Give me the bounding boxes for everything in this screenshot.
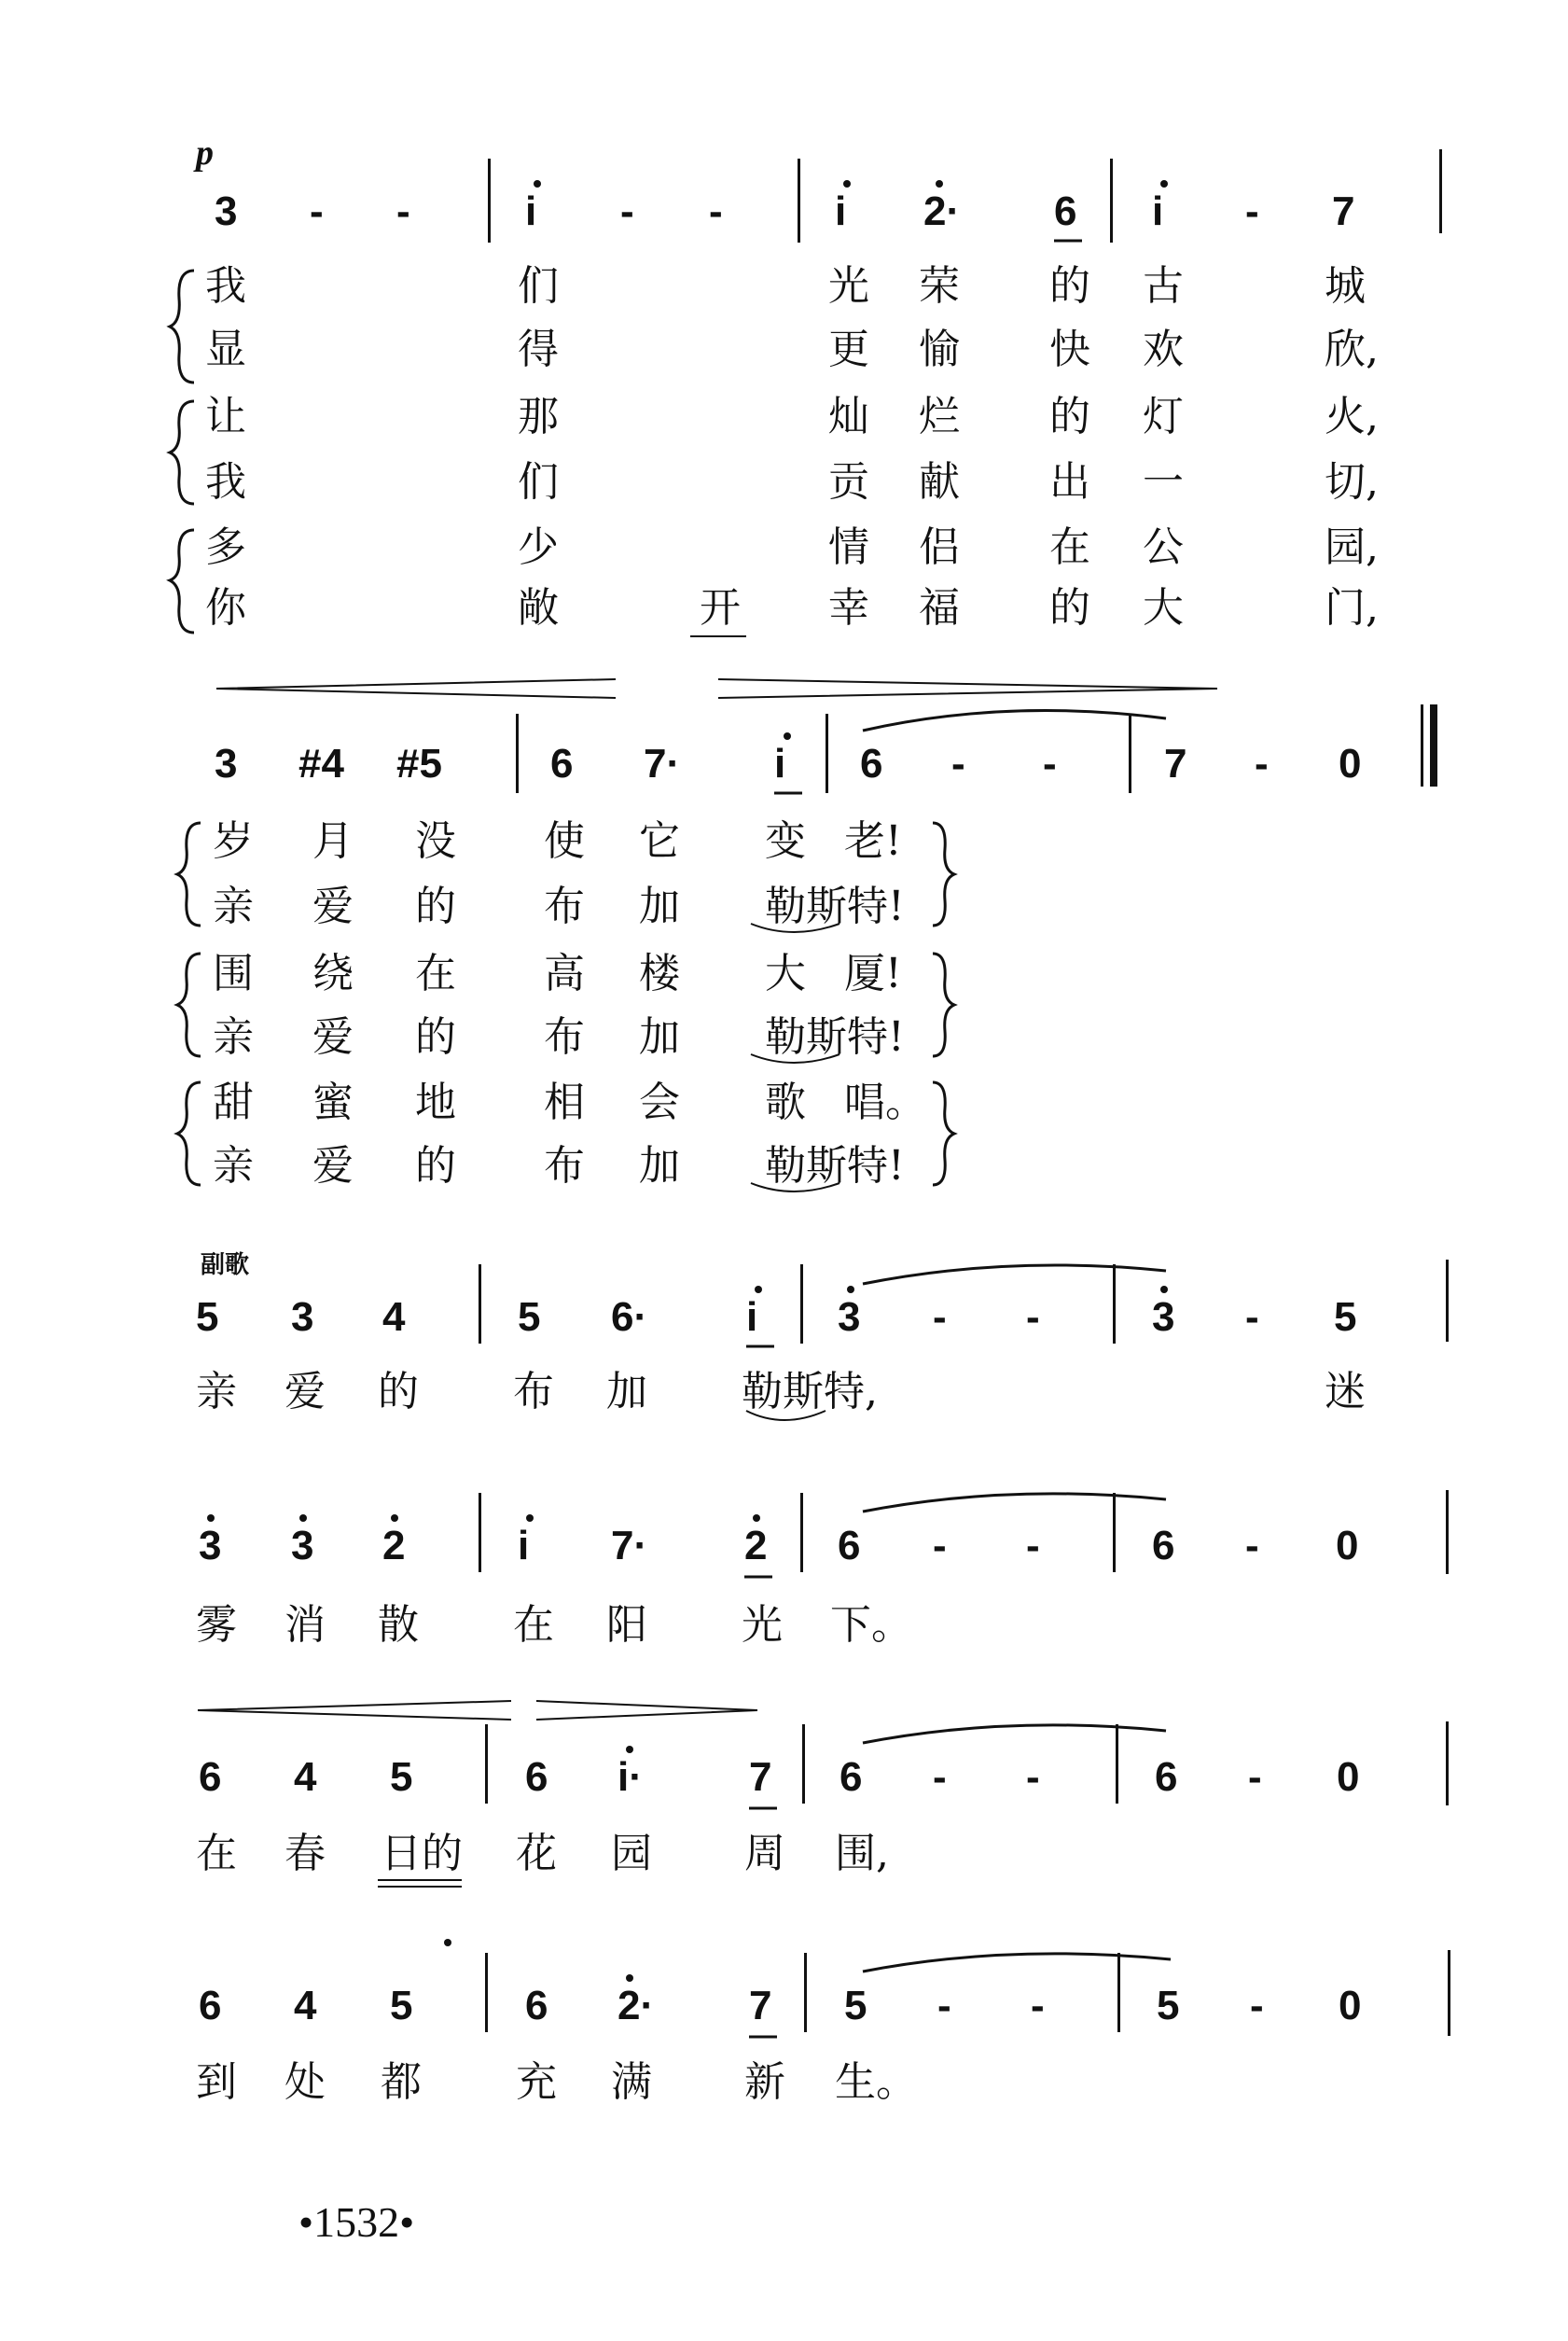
lyric: 福 [919,584,960,632]
lyric: 没 [415,817,456,865]
lyric: 火, [1325,393,1379,440]
lyric: 荣 [919,262,960,310]
lyric: 让 [205,393,246,440]
lyric: 围 [213,950,254,997]
note: - [937,1983,951,2028]
lyric: 蜜 [312,1079,354,1126]
note: 3 [199,1523,222,1568]
note: 3 [291,1523,314,1568]
lyric: 门, [1325,584,1379,632]
lyric: 春 [284,1830,326,1877]
lyric: 多 [205,523,246,571]
lyric: 雾 [196,1601,237,1649]
note: 5 [518,1294,541,1340]
lyric: 亲 [196,1368,237,1415]
note: 6 [840,1754,863,1800]
lyric: 新 [744,2058,785,2106]
note: 2 [382,1523,406,1568]
note: i· [617,1754,643,1800]
lyric: 的 [378,1368,419,1415]
lyric: 贡 [828,458,869,506]
note: - [310,188,324,234]
note: - [933,1754,947,1800]
lyric: 在 [1049,523,1090,571]
lyric: 加 [639,883,680,930]
lyric: 光 [828,262,869,310]
lyric: 到 [196,2058,237,2106]
lyric: 在 [196,1830,237,1877]
note: 7· [644,741,681,787]
note: - [1043,741,1057,787]
lyric: 们 [518,458,559,506]
lyric: 少 [518,523,559,571]
note: 5 [1157,1983,1180,2028]
lyric: 围, [835,1830,889,1877]
lyric: 敞 [518,584,559,632]
lyric: 的 [415,1013,456,1061]
lyric: 城 [1325,262,1366,310]
note: 3 [838,1294,861,1340]
note: - [1031,1983,1045,2028]
note: - [1245,1294,1259,1340]
note: - [1250,1983,1264,2028]
note: #5 [396,741,442,787]
note: - [1245,188,1259,234]
note: #4 [298,741,344,787]
lyric: 亲 [213,1013,254,1061]
lyric: 公 [1143,523,1184,571]
note: i [835,188,847,234]
lyric: 快 [1049,326,1090,373]
note: - [396,188,410,234]
lyric: 欢 [1143,326,1184,373]
lyric: 们 [518,262,559,310]
note: i [518,1523,530,1568]
note: 6 [1054,188,1077,234]
lyric: 开 [700,584,741,632]
note: 5 [1334,1294,1357,1340]
note: i [746,1294,758,1340]
note: 2· [923,188,961,234]
lyric: 爱 [312,1013,354,1061]
note: - [933,1523,947,1568]
lyric: 在 [415,950,456,997]
lyric: 处 [284,2058,326,2106]
lyric: 绕 [312,950,354,997]
note: 5 [390,1754,413,1800]
lyric: 光 [742,1601,783,1649]
lyric: 迷 [1325,1368,1366,1415]
lyric: 我 [205,458,246,506]
lyric: 的 [1049,393,1090,440]
note: - [1026,1294,1040,1340]
lyric: 花 [516,1830,557,1877]
note: 6 [550,741,574,787]
lyric: 楼 [639,950,680,997]
note: i [1152,188,1164,234]
lyric: 大 [1143,584,1184,632]
note: 5 [390,1983,413,2028]
lyric: 切, [1325,458,1379,506]
note: 6 [860,741,883,787]
lyric: 高 [544,950,585,997]
note: 2 [744,1523,768,1568]
note: 6 [1155,1754,1178,1800]
note: i [525,188,537,234]
lyric: 园 [611,1830,652,1877]
lyric: 侣 [919,523,960,571]
lyric: 使 [544,817,585,865]
note: - [933,1294,947,1340]
lyric: 布 [544,883,585,930]
note: 0 [1336,1523,1359,1568]
note: 6· [611,1294,648,1340]
lyric: 献 [919,458,960,506]
note: 4 [294,1754,317,1800]
lyric: 勒斯特! [765,1142,905,1190]
lyric: 那 [518,393,559,440]
note: 7 [749,1983,772,2028]
lyric: 幸 [828,584,869,632]
note: 6 [199,1754,222,1800]
note: 6 [838,1523,861,1568]
note: 3 [1152,1294,1175,1340]
lyric: 勒斯特! [765,883,905,930]
lyric: 你 [205,584,246,632]
section-label: 副歌 [201,1251,250,1279]
lyric: 的 [415,1142,456,1190]
note: 3 [291,1294,314,1340]
note: - [620,188,634,234]
lyric: 亲 [213,883,254,930]
dynamic-marking: p [196,133,214,173]
lyric: 甜 [213,1079,254,1126]
note: - [1245,1523,1259,1568]
note: i [774,741,786,787]
lyric: 加 [639,1013,680,1061]
lyric: 的 [415,883,456,930]
note: 6 [1152,1523,1175,1568]
lyric: 灿 [828,393,869,440]
note: - [1026,1523,1040,1568]
lyric: 出 [1049,458,1090,506]
lyric: 满 [611,2058,652,2106]
note: 3 [215,188,238,234]
note: - [709,188,723,234]
note: 5 [196,1294,219,1340]
lyric: 加 [639,1142,680,1190]
lyric: 古 [1143,262,1184,310]
note: 2· [617,1983,655,2028]
note: 4 [294,1983,317,2028]
note: 6 [525,1754,548,1800]
lyric: 老! [844,817,902,865]
lyric: 它 [639,817,680,865]
page-number: •1532• [298,2198,415,2246]
lyric: 在 [513,1601,554,1649]
lyric: 一 [1143,458,1184,506]
lyric: 欣, [1325,326,1379,373]
lyric: 更 [828,326,869,373]
note: - [951,741,965,787]
lyric: 相 [544,1079,585,1126]
lyric: 勒斯特, [742,1368,878,1415]
lyric: 显 [205,326,246,373]
note: 7 [749,1754,772,1800]
lyric: 岁 [213,817,254,865]
lyric: 的 [1049,584,1090,632]
note: 0 [1337,1754,1360,1800]
lyric: 爱 [312,883,354,930]
lyric: 消 [284,1601,326,1649]
lyric: 下。 [830,1601,912,1649]
note: 5 [844,1983,867,2028]
lyric: 情 [828,523,869,571]
lyric: 得 [518,326,559,373]
note: 4 [382,1294,406,1340]
lyric: 大 [765,950,806,997]
lyric: 布 [544,1013,585,1061]
note: 6 [199,1983,222,2028]
lyric: 爱 [312,1142,354,1190]
lyric: 日的 [381,1830,463,1877]
note: 7 [1332,188,1355,234]
lyric: 周 [744,1830,785,1877]
lyric: 散 [378,1601,419,1649]
note: 7 [1164,741,1187,787]
lyric: 充 [516,2058,557,2106]
lyric: 阳 [606,1601,647,1649]
lyric: 愉 [919,326,960,373]
lyric: 爱 [284,1368,326,1415]
note: 0 [1339,741,1362,787]
lyric: 我 [205,262,246,310]
lyric: 布 [513,1368,554,1415]
lyric: 的 [1049,262,1090,310]
lyric: 生。 [835,2058,917,2106]
lyric: 灯 [1143,393,1184,440]
lyric: 歌 [765,1079,806,1126]
lyric: 会 [639,1079,680,1126]
note: 6 [525,1983,548,2028]
note: 0 [1339,1983,1362,2028]
note: - [1255,741,1269,787]
lyric: 厦! [844,950,902,997]
lyric: 月 [312,817,354,865]
lyric: 唱。 [844,1079,926,1126]
note: 7· [611,1523,648,1568]
lyric: 亲 [213,1142,254,1190]
note: - [1248,1754,1262,1800]
lyric: 地 [415,1079,456,1126]
lyric: 勒斯特! [765,1013,905,1061]
lyric: 变 [765,817,806,865]
note: 3 [215,741,238,787]
note: - [1026,1754,1040,1800]
lyric: 加 [606,1368,647,1415]
lyric: 烂 [919,393,960,440]
lyric: 园, [1325,523,1379,571]
lyric: 都 [381,2058,422,2106]
lyric: 布 [544,1142,585,1190]
